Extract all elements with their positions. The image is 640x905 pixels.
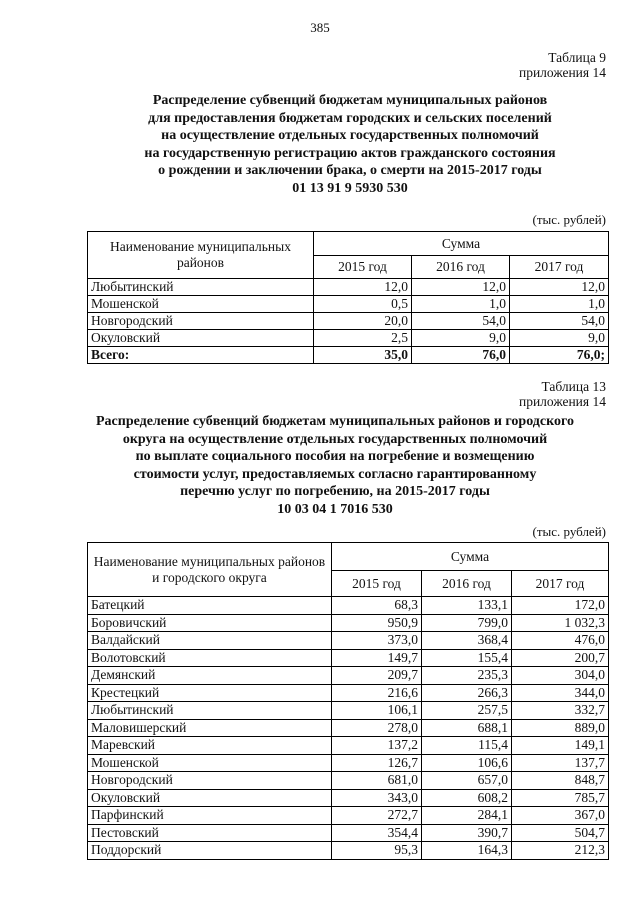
- row-name: Новгородский: [88, 772, 332, 790]
- total-row: [88, 347, 609, 364]
- row-name: Любытинский: [88, 279, 314, 296]
- table-row: [88, 632, 609, 650]
- heading-line: перечню услуг по погребению, на 2015-2017 годы: [180, 484, 490, 499]
- cell-2015: 272,7: [332, 807, 422, 825]
- column-header-year: 2016 год: [422, 571, 512, 597]
- cell-2015: 126,7: [332, 754, 422, 772]
- row-name: Маревский: [88, 737, 332, 755]
- table-row: [88, 667, 609, 685]
- heading-line: Распределение субвенций бюджетам муниципальных районов и городского: [95, 414, 574, 429]
- table-row: [88, 597, 609, 615]
- table13-tag-line1: Таблица 13: [541, 379, 606, 394]
- table9-tag-line2: приложения 14: [518, 65, 606, 80]
- row-name: Поддорский: [88, 842, 332, 860]
- cell-2015: 137,2: [332, 737, 422, 755]
- cell-2017: 785,7: [512, 789, 609, 807]
- column-header-year: 2016 год: [412, 256, 510, 279]
- cell-2017: 476,0: [512, 632, 609, 650]
- cell-2017: 1 032,3: [512, 614, 609, 632]
- cell-2017: 848,7: [512, 772, 609, 790]
- table-row: [88, 737, 609, 755]
- table-row: [88, 824, 609, 842]
- cell-2016: 235,3: [422, 667, 512, 685]
- table-row: [88, 772, 609, 790]
- total-2017: 76,0;: [510, 347, 609, 364]
- table-row: [88, 330, 609, 347]
- heading-line: 10 03 04 1 7016 530: [277, 501, 393, 517]
- table9-heading: [60, 92, 640, 197]
- column-header-year: 2017 год: [510, 256, 609, 279]
- cell-2017: 1,0: [510, 296, 609, 313]
- cell-2016: 390,7: [422, 824, 512, 842]
- cell-2016: 1,0: [412, 296, 510, 313]
- table-row: [88, 614, 609, 632]
- column-header-year: 2015 год: [332, 571, 422, 597]
- total-2015: 35,0: [314, 347, 412, 364]
- column-header-year: 2017 год: [512, 571, 609, 597]
- heading-line: 01 13 91 9 5930 530: [292, 180, 408, 196]
- cell-2017: 200,7: [512, 649, 609, 667]
- row-name: Маловишерский: [88, 719, 332, 737]
- cell-2015: 354,4: [332, 824, 422, 842]
- row-name: Демянский: [88, 667, 332, 685]
- cell-2015: 20,0: [314, 313, 412, 330]
- table-row: [88, 754, 609, 772]
- row-name: Пестовский: [88, 824, 332, 842]
- heading-line: округа на осуществление отдельных государственных полномочий: [122, 431, 548, 447]
- row-name: Мошенской: [88, 754, 332, 772]
- table-row: [88, 719, 609, 737]
- cell-2015: 95,3: [332, 842, 422, 860]
- cell-2017: 889,0: [512, 719, 609, 737]
- cell-2015: 950,9: [332, 614, 422, 632]
- cell-2017: 137,7: [512, 754, 609, 772]
- cell-2017: 344,0: [512, 684, 609, 702]
- table13: [87, 542, 609, 860]
- row-name: Крестецкий: [88, 684, 332, 702]
- table-row: [88, 684, 609, 702]
- row-name: Парфинский: [88, 807, 332, 825]
- cell-2016: 9,0: [412, 330, 510, 347]
- cell-2016: 115,4: [422, 737, 512, 755]
- cell-2017: 332,7: [512, 702, 609, 720]
- cell-2015: 12,0: [314, 279, 412, 296]
- cell-2015: 681,0: [332, 772, 422, 790]
- table-row: [88, 842, 609, 860]
- table-row: [88, 296, 609, 313]
- table-row: [88, 702, 609, 720]
- row-name: Окуловский: [88, 330, 314, 347]
- cell-2015: 0,5: [314, 296, 412, 313]
- table-row: [88, 313, 609, 330]
- cell-2016: 133,1: [422, 597, 512, 615]
- column-header-sum: Сумма: [332, 543, 609, 571]
- table13-tag: [519, 379, 606, 409]
- heading-line: по выплате социального пособия на погребение и возмещению: [135, 449, 535, 464]
- cell-2015: 209,7: [332, 667, 422, 685]
- cell-2015: 149,7: [332, 649, 422, 667]
- cell-2015: 216,6: [332, 684, 422, 702]
- cell-2017: 54,0: [510, 313, 609, 330]
- cell-2017: 149,1: [512, 737, 609, 755]
- table9-units: (тыс. рублей): [532, 212, 606, 227]
- column-header-name: Наименование муниципальных районов и городского округа: [88, 543, 332, 597]
- table13-heading: [30, 413, 640, 518]
- column-header-year: 2015 год: [314, 256, 412, 279]
- cell-2015: 2,5: [314, 330, 412, 347]
- heading-line: стоимости услуг, предоставляемых согласно гарантированному: [133, 466, 537, 482]
- cell-2016: 284,1: [422, 807, 512, 825]
- cell-2015: 343,0: [332, 789, 422, 807]
- cell-2017: 172,0: [512, 597, 609, 615]
- row-name: Любытинский: [88, 702, 332, 720]
- total-label: Всего:: [88, 347, 314, 364]
- cell-2016: 368,4: [422, 632, 512, 650]
- cell-2016: 266,3: [422, 684, 512, 702]
- table9: [87, 231, 609, 364]
- row-name: Боровичский: [88, 614, 332, 632]
- cell-2015: 68,3: [332, 597, 422, 615]
- cell-2016: 799,0: [422, 614, 512, 632]
- row-name: Батецкий: [88, 597, 332, 615]
- heading-line: Распределение субвенций бюджетам муниципальных районов: [152, 93, 548, 108]
- table9-tag-line1: Таблица 9: [548, 50, 606, 65]
- cell-2015: 373,0: [332, 632, 422, 650]
- cell-2017: 9,0: [510, 330, 609, 347]
- cell-2017: 212,3: [512, 842, 609, 860]
- heading-line: на осуществление отдельных государственных полномочий: [161, 128, 539, 143]
- heading-line: о рождении и заключении брака, о смерти на 2015-2017 годы: [158, 163, 542, 178]
- heading-line: на государственную регистрацию актов гражданского состояния: [144, 145, 556, 161]
- row-name: Валдайский: [88, 632, 332, 650]
- cell-2017: 367,0: [512, 807, 609, 825]
- cell-2016: 155,4: [422, 649, 512, 667]
- table13-tag-line2: приложения 14: [518, 394, 606, 409]
- cell-2015: 106,1: [332, 702, 422, 720]
- table13-units: (тыс. рублей): [532, 524, 606, 539]
- cell-2016: 257,5: [422, 702, 512, 720]
- page-number: 385: [310, 20, 330, 35]
- cell-2017: 504,7: [512, 824, 609, 842]
- column-header-sum: Сумма: [314, 232, 609, 256]
- cell-2016: 12,0: [412, 279, 510, 296]
- row-name: Новгородский: [88, 313, 314, 330]
- cell-2016: 54,0: [412, 313, 510, 330]
- cell-2016: 608,2: [422, 789, 512, 807]
- cell-2015: 278,0: [332, 719, 422, 737]
- cell-2017: 304,0: [512, 667, 609, 685]
- table-row: [88, 279, 609, 296]
- row-name: Окуловский: [88, 789, 332, 807]
- heading-line: для предоставления бюджетам городских и сельских поселений: [148, 110, 552, 126]
- cell-2017: 12,0: [510, 279, 609, 296]
- table-row: [88, 789, 609, 807]
- row-name: Мошенской: [88, 296, 314, 313]
- table-row: [88, 649, 609, 667]
- cell-2016: 688,1: [422, 719, 512, 737]
- cell-2016: 657,0: [422, 772, 512, 790]
- row-name: Волотовский: [88, 649, 332, 667]
- total-2016: 76,0: [412, 347, 510, 364]
- table9-tag: [519, 50, 606, 80]
- cell-2016: 106,6: [422, 754, 512, 772]
- table-row: [88, 807, 609, 825]
- column-header-name: Наименование муниципальных районов: [88, 232, 314, 279]
- cell-2016: 164,3: [422, 842, 512, 860]
